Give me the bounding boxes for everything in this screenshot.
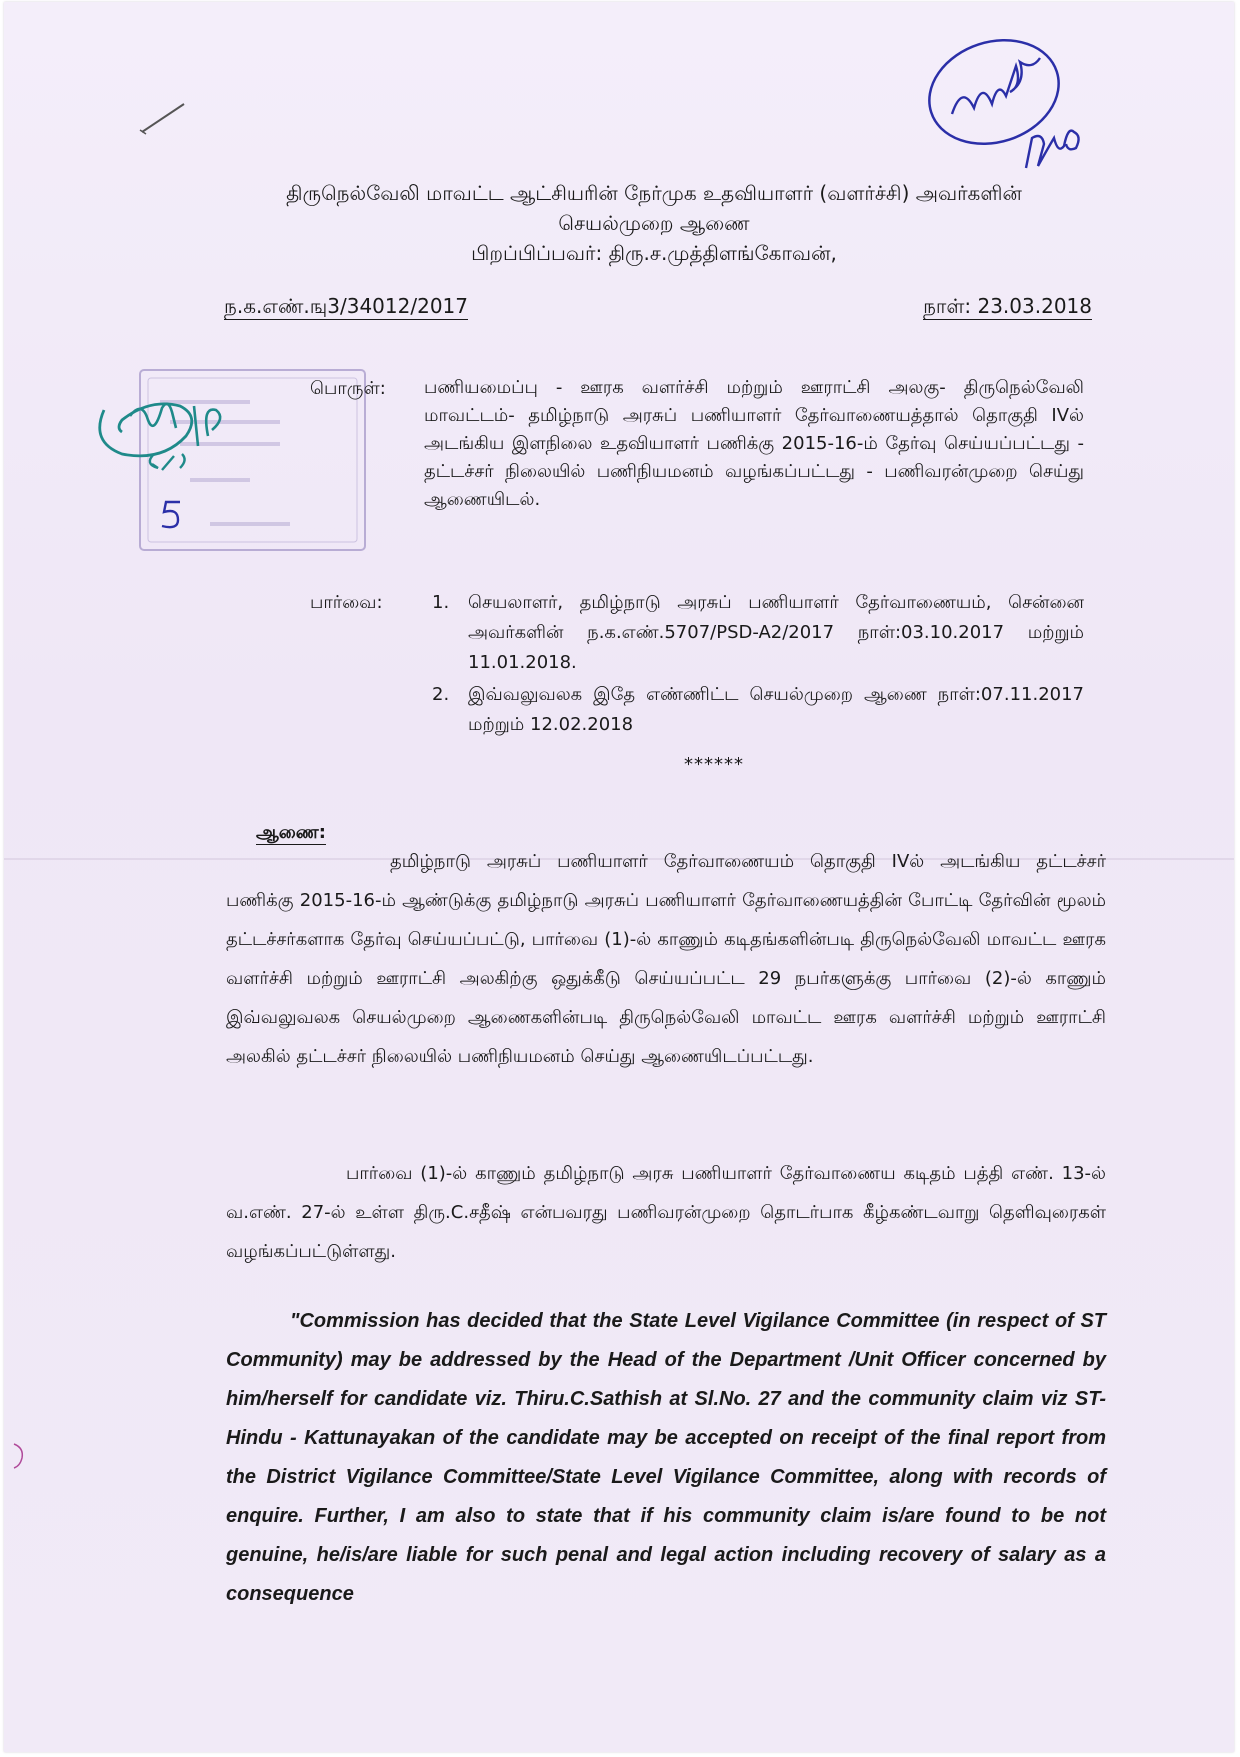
order-paragraph-2: பார்வை (1)-ல் காணும் தமிழ்நாடு அரசு பணியாளர் தேர்வாணைய கடிதம் பத்தி எண். 13-ல் வ.எண். 27-ல் உள்ள திரு.C.சதீஷ் என்பவரது பணிவரன்முறை தொடர்பாக கீழ்கண்டவாறு தெளிவுரைகள் வழங்கப்பட்டுள்ளது. [226, 1163, 1106, 1262]
pen-stroke-mark [134, 98, 194, 138]
commission-quote: "Commission has decided that the State Level Vigilance Committee (in respect of ST Community) may be addressed by the Head of the Department /Unit Officer concerned by him/herself for candidate viz. Thiru.C.Sathish at Sl.No. 27 and the community claim viz ST-Hindu - Kattunayakan of the candidate may be accepted on receipt of the final report from the District Vigilance Committee/State Level Vigilance Committee, along with records of enquire. Further, I am also to state that if his community claim is/are found to be not genuine, he/is/are liable for such penal and legal action including recovery of salary as a consequence [226, 1310, 1106, 1605]
reference-item-number: 1. [432, 592, 450, 613]
order-paragraph-1: தமிழ்நாடு அரசுப் பணியாளர் தேர்வாணையம் தொகுதி IVல் அடங்கிய தட்டச்சர் பணிக்கு 2015-16-ம் ஆண்டுக்கு தமிழ்நாடு அரசுப் பணியாளர் தேர்வாணையத்தின் போட்டி தேர்வின் மூலம் தட்டச்சர்களாக தேர்வு செய்யப்பட்டு, பார்வை (1)-ல் காணும் கடிதங்களின்படி திருநெல்வேலி மாவட்ட ஊரக வளர்ச்சி மற்றும் ஊராட்சி அலகிற்கு ஒதுக்கீடு செய்யப்பட்ட 29 நபர்களுக்கு பார்வை (2)-ல் காணும் இவ்வலுவலக செயல்முறை ஆணைகளின்படி திருநெல்வேலி மாவட்ட ஊரக வளர்ச்சி மற்றும் ஊராட்சி அலகில் தட்டச்சர் நிலையில் பணிநியமனம் செய்து ஆணையிடப்பட்டது. [226, 851, 1106, 1067]
document-header [184, 178, 1124, 268]
reference-number [224, 294, 468, 321]
header-office-line: திருநெல்வேலி மாவட்ட ஆட்சியரின் நேர்முக உதவியாளர் (வளர்ச்சி) அவர்களின் [286, 181, 1022, 205]
document-page [4, 2, 1234, 1752]
reference-item-number: 2. [432, 684, 450, 705]
reference-item [432, 680, 1084, 740]
handwritten-date-seal [922, 30, 1112, 180]
references-label: பார்வை: [310, 592, 383, 613]
reference-date [923, 294, 1092, 321]
reference-item-text: இவ்வலுவலக இதே எண்ணிட்ட செயல்முறை ஆணை நாள்:07.11.2017 மற்றும் 12.02.2018 [468, 684, 1084, 735]
order-heading-text: ஆணை: [256, 822, 326, 843]
reference-item-text: செயலாளர், தமிழ்நாடு அரசுப் பணியாளர் தேர்வாணையம், சென்னை அவர்களின் ந.க.எண்.5707/PSD-A2/2017 நாள்:03.10.2017 மற்றும் 11.01.2018. [468, 592, 1084, 673]
references-list [432, 588, 1084, 742]
margin-ink-mark [12, 1434, 26, 1474]
subject-text: பணியமைப்பு - ஊரக வளர்ச்சி மற்றும் ஊராட்சி அலகு- திருநெல்வேலி மாவட்டம்- தமிழ்நாடு அரசுப் பணியாளர் தேர்வாணையத்தால் தொகுதி IVல் அடங்கிய இளநிலை உதவியாளர் பணிக்கு 2015-16-ம் தேர்வு செய்யப்பட்டது - தட்டச்சர் நிலையில் பணிநியமனம் வழங்கப்பட்டது - பணிவரன்முறை செய்து ஆணையிடல். [424, 377, 1084, 510]
subject-label: பொருள்: [310, 378, 386, 399]
reference-number-text: ந.க.எண்.ஙு3/34012/2017 [224, 294, 468, 318]
reference-item [432, 588, 1084, 678]
section-separator: ****** [684, 754, 744, 775]
header-order-type: செயல்முறை ஆணை [558, 211, 750, 235]
header-issuer: பிறப்பிப்பவர்: திரு.ச.முத்திளங்கோவன், [471, 241, 837, 265]
reference-date-text: நாள்: 23.03.2018 [923, 294, 1092, 318]
